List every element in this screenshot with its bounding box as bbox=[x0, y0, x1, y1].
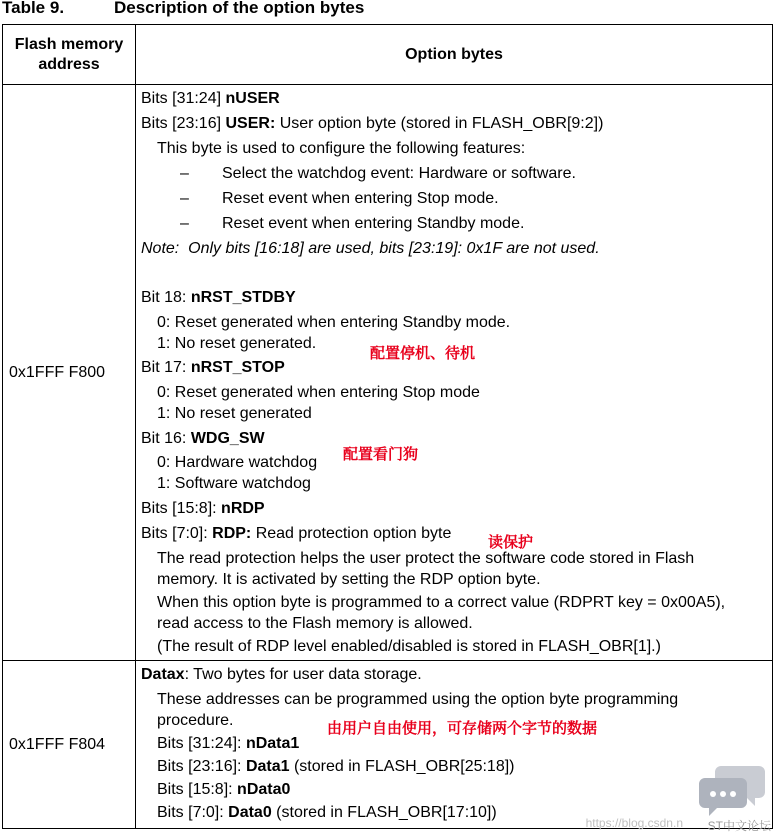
address-cell: 0x1FFF F804 bbox=[3, 661, 136, 829]
annotation-standby-stop: 配置停机、待机 bbox=[370, 345, 476, 362]
line-bit17-0: 0: Reset generated when entering Stop mode bbox=[157, 384, 480, 401]
line-rdp: Bits [7:0]: RDP: Read protection option byte bbox=[141, 525, 452, 542]
line-bit16: Bit 16: WDG_SW bbox=[141, 430, 265, 447]
watermark-url: https://blog.csdn.n bbox=[585, 816, 683, 830]
list-item-text: Select the watchdog event: Hardware or software. bbox=[222, 165, 576, 182]
watermark bbox=[687, 764, 771, 834]
option-bytes-table bbox=[2, 24, 773, 829]
line-data1: Bits [23:16]: Data1 (stored in FLASH_OBR[25:18]) bbox=[157, 758, 515, 775]
line-rdp-desc-1: The read protection helps the user protect the software code stored in Flash bbox=[157, 550, 695, 567]
line-bit18-0: 0: Reset generated when entering Standby mode. bbox=[157, 314, 511, 331]
table-number: Table 9. bbox=[2, 0, 65, 17]
header-address: Flash memory address bbox=[3, 25, 136, 85]
list-item-text: Reset event when entering Standby mode. bbox=[222, 215, 525, 232]
table-title: Description of the option bytes bbox=[114, 0, 365, 17]
line-rdp-desc-2: memory. It is activated by setting the RDP option byte. bbox=[157, 571, 541, 588]
line-bit16-0: 0: Hardware watchdog bbox=[157, 454, 318, 471]
line-bit18-1: 1: No reset generated. bbox=[157, 335, 317, 352]
line-bit17-1: 1: No reset generated bbox=[157, 405, 312, 422]
line-nuser: Bits [31:24] nUSER bbox=[141, 90, 280, 107]
line-rdp-desc-4: read access to the Flash memory is allowed. bbox=[157, 615, 473, 632]
line-ndata0: Bits [15:8]: nData0 bbox=[157, 781, 291, 798]
description-cell bbox=[136, 661, 773, 829]
line-bit18: Bit 18: nRST_STDBY bbox=[141, 289, 296, 306]
chat-bubbles-icon bbox=[699, 764, 765, 816]
table-row bbox=[3, 661, 773, 829]
header-option-bytes: Option bytes bbox=[136, 25, 773, 85]
line-bit16-1: 1: Software watchdog bbox=[157, 475, 311, 492]
list-item: – bbox=[180, 165, 189, 182]
header-row bbox=[3, 25, 773, 85]
line-datax: Datax: Two bytes for user data storage. bbox=[141, 666, 422, 683]
list-item: – bbox=[180, 215, 189, 232]
line-datax-desc-1: These addresses can be programmed using the option byte programming bbox=[157, 691, 679, 708]
annotation-user-data: 由用户自由使用，可存储两个字节的数据 bbox=[327, 720, 598, 737]
line-data0: Bits [7:0]: Data0 (stored in FLASH_OBR[17:10]) bbox=[157, 804, 497, 821]
line-rdp-desc-5: (The result of RDP level enabled/disabled is stored in FLASH_OBR[1].) bbox=[157, 638, 661, 655]
line-datax-desc-2: procedure. bbox=[157, 712, 234, 729]
list-item: – bbox=[180, 190, 189, 207]
line-bit17: Bit 17: nRST_STOP bbox=[141, 359, 285, 376]
watermark-brand: ST中文论坛 bbox=[707, 819, 771, 833]
note-line bbox=[141, 239, 600, 259]
note-label: Note: bbox=[141, 240, 180, 257]
line-nrdp: Bits [15:8]: nRDP bbox=[141, 500, 265, 517]
line-rdp-desc-3: When this option byte is programmed to a correct value (RDPRT key = 0x00A5), bbox=[157, 594, 726, 611]
note-text: Only bits [16:18] are used, bits [23:19]: 0x1F are not used. bbox=[188, 240, 600, 257]
line-ndata1: Bits [31:24]: nData1 bbox=[157, 735, 300, 752]
list-item-text: Reset event when entering Stop mode. bbox=[222, 190, 499, 207]
annotation-watchdog: 配置看门狗 bbox=[343, 446, 419, 463]
table-row bbox=[3, 85, 773, 661]
line-user: Bits [23:16] USER: User option byte (stored in FLASH_OBR[9:2]) bbox=[141, 115, 604, 132]
description-cell bbox=[136, 85, 773, 661]
address-cell: 0x1FFF F800 bbox=[3, 85, 136, 661]
annotation-read-protect: 读保护 bbox=[488, 534, 534, 551]
table-caption bbox=[2, 0, 364, 22]
line-user-desc: This byte is used to configure the following features: bbox=[157, 140, 526, 157]
